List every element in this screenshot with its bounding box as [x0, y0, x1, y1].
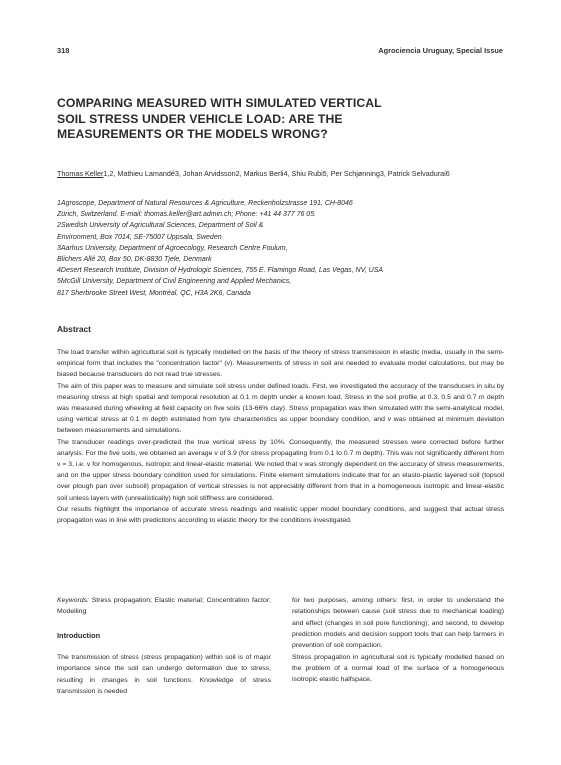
paper-title [57, 96, 497, 143]
keywords-label: Keywords: [57, 597, 89, 604]
right-column [292, 595, 504, 686]
left-column [57, 595, 271, 697]
affiliation-line: 817 Sherbrooke Street West, Montréal, QC, H3A 2K6, Canada [57, 289, 251, 297]
affiliation-line: Environment, Box 7014, SE-75007 Uppsala, Sweden [57, 233, 222, 241]
introduction-heading: Introduction [57, 630, 101, 640]
journal-name: Agrociencia Uruguay, Special Issue [378, 46, 503, 55]
affiliations [57, 198, 507, 299]
affiliation-line: Blichers Allé 20, Box 50, DK-8830 Tjele, Denmark [57, 256, 212, 264]
abstract-paragraph: The transducer readings over-predicted the true vertical stress by 10%. Consequently, the measured stresses were corrected before further analysis. For the five soils, we obtained an average v of 3.9 (for stress propagating from 0.1 to 0.7 m depth). This was not significantly different from v = 3, i.e. v for homogenous, isotropic and linear-elastic material. We noted that v was strongly dependent on the accuracy of stress measurements, and on the upper stress boundary condition used for simulations. Finite element simulations indicate that for an elasto-plastic layered soil (topsoil over plough pan over subsoil) propagation of vertical stresses is not appreciably different from that in a homogeneous isotropic and linear-elastic soil unless layers with (unrealistically) high soil stiffness are considered. [57, 438, 504, 502]
intro-paragraph: The transmission of stress (stress propagation) within soil is of major importance since the soil can undergo deformation due to stress, resulting in changes in soil functions. Knowledge of stress transmission is needed [57, 654, 271, 696]
other-authors: 1,2, Mathieu Lamandé3, Johan Arvidsson2, Markus Berli4, Shiu Rubi5, Per Schjønning3, Patrick Selvadurai6 [103, 169, 450, 178]
keywords-text: Stress propagation; Elastic material; Concentration factor; Modelling [57, 597, 271, 616]
abstract-heading: Abstract [57, 324, 91, 334]
title-line: COMPARING MEASURED WITH SIMULATED VERTICAL [57, 96, 382, 110]
abstract-paragraph: The aim of this paper was to measure and simulate soil stress under defined loads. First, we investigated the accuracy of the transducers in situ by measuring stress at high spatial and temporal resolution at 0.1 m depth under a known load. Stress in the soil profile at 0.3, 0.5 and 0.7 m depth was measured during wheeling at field capacity on five soils (13-66% clay). Stress propagation was then simulated with the semi-analytical model, using vertical stress at 0.1 m depth estimated from tyre characteristics as upper boundary condition, and v was obtained at minimum deviation between measurements and simulations. [57, 382, 504, 435]
affiliation-line: 5McGill University, Department of Civil Engineering and Applied Mechanics, [57, 278, 292, 286]
abstract-paragraph: The load transfer within agricultural soil is typically modelled on the basis of the theory of stress transmission in elastic media, usually in the semi-empirical form that includes the "concentration factor" (v). Measurements of stress in soil are needed to evaluate model calculations, but may be biased because transducers do not read true stresses. [57, 349, 504, 379]
first-author: Thomas Keller [57, 169, 104, 178]
abstract-paragraph: Our results highlight the importance of accurate stress readings and realistic upper model boundary conditions, and suggest that actual stress propagation was in line with predictions according to elastic theory for the conditions investigated. [57, 505, 504, 525]
abstract-body [57, 347, 504, 526]
affiliation-line: 2Swedish University of Agricultural Sciences, Department of Soil & [57, 222, 264, 230]
intro-paragraph: for two purposes, among others: first, in order to understand the relationships between cause (soil stress due to mechanical loading) and effect (changes in soil pore functioning); and second, to develop prediction models and decision support tools that can help farmers in prevention of soil compaction. [292, 597, 504, 650]
keywords [57, 595, 271, 618]
affiliation-line: 4Desert Research Institute, Division of Hydrologic Sciences, 755 E. Flamingo Road, Las Vegas, NV, USA [57, 267, 384, 275]
affiliation-line: 3Aarhus University, Department of Agroecology, Research Centre Foulum, [57, 244, 288, 252]
page-number: 318 [57, 46, 70, 55]
affiliation-line: Zürich, Switzerland. E-mail: thomas.keller@art.admin.ch; Phone: +41 44 377 76 05. [57, 211, 317, 219]
intro-paragraph: Stress propagation in agricultural soil is typically modelled based on the problem of a normal load of the surface of a homogeneous isotropic elastic halfspace, [292, 653, 504, 684]
affiliation-line: 1Agroscope, Department of Natural Resources & Agriculture, Reckenholzstrasse 191, CH-8046 [57, 200, 353, 207]
title-line: MEASUREMENTS OR THE MODELS WRONG? [57, 127, 328, 141]
title-line: SOIL STRESS UNDER VEHICLE LOAD: ARE THE [57, 111, 343, 126]
author-list [57, 169, 507, 178]
